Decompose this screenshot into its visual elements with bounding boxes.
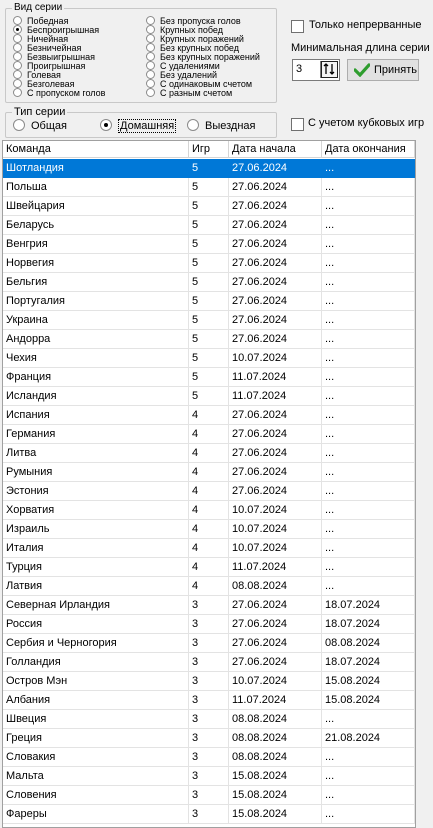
table-row[interactable] (3, 425, 415, 444)
games-cell[interactable]: 5 (189, 178, 229, 197)
end-date-cell[interactable]: ... (322, 786, 415, 805)
games-cell[interactable]: 3 (189, 710, 229, 729)
radio-label: Крупных поражений (160, 34, 244, 44)
radio-icon[interactable] (13, 25, 22, 34)
series-type-legend: Тип серии (14, 106, 66, 118)
table-row[interactable] (3, 178, 415, 197)
end-date-cell[interactable]: ... (322, 805, 415, 824)
table-row[interactable] (3, 311, 415, 330)
end-date-cell[interactable]: ... (322, 520, 415, 539)
end-date-cell[interactable]: 15.08.2024 (322, 672, 415, 691)
table-row[interactable] (3, 216, 415, 235)
games-cell[interactable]: 3 (189, 653, 229, 672)
end-date-cell[interactable]: ... (322, 539, 415, 558)
table-row[interactable] (3, 710, 415, 729)
series-type-option[interactable] (100, 120, 176, 132)
table-row[interactable] (3, 463, 415, 482)
games-cell[interactable]: 4 (189, 539, 229, 558)
start-date-cell[interactable]: 11.07.2024 (229, 691, 322, 710)
end-date-cell[interactable]: ... (322, 178, 415, 197)
start-date-cell[interactable]: 10.07.2024 (229, 520, 322, 539)
radio-icon[interactable] (13, 43, 22, 52)
series-table[interactable] (2, 140, 416, 828)
team-cell[interactable]: Шотландия (3, 159, 189, 178)
start-date-cell[interactable]: 27.06.2024 (229, 653, 322, 672)
table-row[interactable] (3, 539, 415, 558)
radio-icon[interactable] (146, 16, 155, 25)
only-continuous-checkbox[interactable] (291, 20, 304, 33)
accept-button[interactable] (347, 59, 419, 81)
team-cell[interactable]: Швейцария (3, 197, 189, 216)
team-cell[interactable]: Греция (3, 729, 189, 748)
games-cell[interactable]: 5 (189, 235, 229, 254)
radio-label: Без крупных поражений (160, 52, 260, 62)
games-cell[interactable]: 3 (189, 634, 229, 653)
team-cell[interactable]: Албания (3, 691, 189, 710)
team-cell[interactable]: Венгрия (3, 235, 189, 254)
only-continuous-label: Только непрерванные (309, 19, 422, 31)
team-cell[interactable]: Франция (3, 368, 189, 387)
team-cell[interactable]: Хорватия (3, 501, 189, 520)
radio-label: Ничейная (27, 34, 69, 44)
series-type-option[interactable] (13, 120, 67, 132)
radio-label: Общая (31, 120, 67, 132)
games-cell[interactable]: 5 (189, 197, 229, 216)
table-row[interactable] (3, 767, 415, 786)
radio-label: Выездная (205, 120, 256, 132)
start-date-cell[interactable]: 27.06.2024 (229, 254, 322, 273)
team-cell[interactable]: Литва (3, 444, 189, 463)
radio-label: Домашняя (120, 120, 175, 132)
team-cell[interactable]: Польша (3, 178, 189, 197)
check-icon (354, 63, 370, 80)
end-date-cell[interactable]: 18.07.2024 (322, 596, 415, 615)
end-date-cell[interactable]: ... (322, 197, 415, 216)
start-date-cell[interactable]: 10.07.2024 (229, 539, 322, 558)
games-cell[interactable]: 5 (189, 311, 229, 330)
end-date-cell[interactable]: 21.08.2024 (322, 729, 415, 748)
games-cell[interactable]: 4 (189, 501, 229, 520)
end-date-cell[interactable]: ... (322, 558, 415, 577)
end-date-cell[interactable]: ... (322, 216, 415, 235)
team-cell[interactable]: Германия (3, 425, 189, 444)
radio-label: Безголевая (27, 79, 75, 89)
table-row[interactable] (3, 368, 415, 387)
team-cell[interactable]: Россия (3, 615, 189, 634)
radio-icon[interactable] (146, 88, 155, 97)
games-cell[interactable]: 4 (189, 482, 229, 501)
team-cell[interactable]: Словения (3, 786, 189, 805)
table-row[interactable] (3, 254, 415, 273)
table-row[interactable] (3, 615, 415, 634)
radio-label: Крупных побед (160, 25, 223, 35)
start-date-cell[interactable]: 27.06.2024 (229, 634, 322, 653)
start-date-cell[interactable]: 27.06.2024 (229, 311, 322, 330)
end-date-cell[interactable]: ... (322, 159, 415, 178)
column-header-team[interactable]: Команда (3, 141, 189, 158)
min-length-label: Минимальная длина серии (291, 42, 430, 54)
table-row[interactable] (3, 501, 415, 520)
team-cell[interactable]: Италия (3, 539, 189, 558)
end-date-cell[interactable]: ... (322, 254, 415, 273)
start-date-cell[interactable]: 27.06.2024 (229, 273, 322, 292)
games-cell[interactable]: 5 (189, 368, 229, 387)
table-row[interactable] (3, 387, 415, 406)
radio-icon[interactable] (13, 79, 22, 88)
games-cell[interactable]: 3 (189, 672, 229, 691)
radio-label: Безвыигрышная (27, 52, 95, 62)
end-date-cell[interactable]: ... (322, 577, 415, 596)
radio-icon[interactable] (100, 119, 112, 131)
table-row[interactable] (3, 406, 415, 425)
radio-icon[interactable] (13, 16, 22, 25)
end-date-cell[interactable]: ... (322, 444, 415, 463)
end-date-cell[interactable]: ... (322, 767, 415, 786)
games-cell[interactable]: 5 (189, 292, 229, 311)
table-row[interactable] (3, 444, 415, 463)
games-cell[interactable]: 4 (189, 425, 229, 444)
table-row[interactable] (3, 292, 415, 311)
radio-icon[interactable] (146, 34, 155, 43)
start-date-cell[interactable]: 15.08.2024 (229, 786, 322, 805)
end-date-cell[interactable]: 08.08.2024 (322, 634, 415, 653)
with-cups-label: С учетом кубковых игр (308, 117, 425, 129)
team-cell[interactable]: Румыния (3, 463, 189, 482)
table-row[interactable] (3, 349, 415, 368)
radio-label: Безничейная (27, 43, 82, 53)
start-date-cell[interactable]: 27.06.2024 (229, 330, 322, 349)
start-date-cell[interactable]: 27.06.2024 (229, 425, 322, 444)
min-length-spinner[interactable] (292, 59, 340, 81)
games-cell[interactable]: 4 (189, 463, 229, 482)
start-date-cell[interactable]: 11.07.2024 (229, 558, 322, 577)
radio-icon[interactable] (13, 34, 22, 43)
radio-label: Без крупных побед (160, 43, 239, 53)
radio-icon[interactable] (13, 52, 22, 61)
series-kind-option[interactable] (13, 88, 105, 98)
end-date-cell[interactable]: ... (322, 710, 415, 729)
team-cell[interactable]: Чехия (3, 349, 189, 368)
end-date-cell[interactable]: ... (322, 273, 415, 292)
team-cell[interactable]: Швеция (3, 710, 189, 729)
start-date-cell[interactable]: 15.08.2024 (229, 805, 322, 824)
spinner-arrows-icon[interactable] (320, 61, 338, 78)
start-date-cell[interactable]: 27.06.2024 (229, 197, 322, 216)
start-date-cell[interactable]: 27.06.2024 (229, 406, 322, 425)
start-date-cell[interactable]: 27.06.2024 (229, 235, 322, 254)
end-date-cell[interactable]: 18.07.2024 (322, 615, 415, 634)
games-cell[interactable]: 3 (189, 691, 229, 710)
table-row[interactable] (3, 558, 415, 577)
table-row[interactable] (3, 159, 415, 178)
start-date-cell[interactable]: 15.08.2024 (229, 767, 322, 786)
start-date-cell[interactable]: 27.06.2024 (229, 444, 322, 463)
radio-icon[interactable] (13, 88, 22, 97)
games-cell[interactable]: 4 (189, 444, 229, 463)
table-row[interactable] (3, 330, 415, 349)
end-date-cell[interactable]: ... (322, 748, 415, 767)
start-date-cell[interactable]: 27.06.2024 (229, 482, 322, 501)
table-row[interactable] (3, 748, 415, 767)
games-cell[interactable]: 3 (189, 805, 229, 824)
table-row[interactable] (3, 235, 415, 254)
start-date-cell[interactable]: 10.07.2024 (229, 672, 322, 691)
games-cell[interactable]: 5 (189, 273, 229, 292)
radio-label: Без удалений (160, 70, 218, 80)
table-row[interactable] (3, 786, 415, 805)
start-date-cell[interactable]: 08.08.2024 (229, 710, 322, 729)
team-cell[interactable]: Украина (3, 311, 189, 330)
start-date-cell[interactable]: 11.07.2024 (229, 387, 322, 406)
end-date-cell[interactable]: ... (322, 349, 415, 368)
table-header (3, 141, 415, 159)
radio-icon[interactable] (146, 43, 155, 52)
games-cell[interactable]: 3 (189, 596, 229, 615)
column-header-end-date[interactable]: Дата окончания (322, 141, 415, 158)
table-row[interactable] (3, 197, 415, 216)
games-cell[interactable]: 5 (189, 330, 229, 349)
team-cell[interactable]: Португалия (3, 292, 189, 311)
end-date-cell[interactable]: ... (322, 311, 415, 330)
team-cell[interactable]: Эстония (3, 482, 189, 501)
start-date-cell[interactable]: 10.07.2024 (229, 501, 322, 520)
end-date-cell[interactable]: ... (322, 425, 415, 444)
games-cell[interactable]: 5 (189, 254, 229, 273)
table-row[interactable] (3, 653, 415, 672)
table-row[interactable] (3, 634, 415, 653)
radio-icon[interactable] (187, 119, 199, 131)
games-cell[interactable]: 4 (189, 520, 229, 539)
end-date-cell[interactable]: ... (322, 387, 415, 406)
table-row[interactable] (3, 596, 415, 615)
team-cell[interactable]: Бельгия (3, 273, 189, 292)
end-date-cell[interactable]: ... (322, 501, 415, 520)
radio-label: С одинаковым счетом (160, 79, 253, 89)
team-cell[interactable]: Остров Мэн (3, 672, 189, 691)
table-row[interactable] (3, 482, 415, 501)
games-cell[interactable]: 5 (189, 387, 229, 406)
games-cell[interactable]: 4 (189, 577, 229, 596)
games-cell[interactable]: 5 (189, 349, 229, 368)
end-date-cell[interactable]: ... (322, 292, 415, 311)
team-cell[interactable]: Норвегия (3, 254, 189, 273)
games-cell[interactable]: 3 (189, 729, 229, 748)
table-row[interactable] (3, 520, 415, 539)
radio-label: С пропуском голов (27, 88, 106, 98)
team-cell[interactable]: Испания (3, 406, 189, 425)
games-cell[interactable]: 3 (189, 767, 229, 786)
start-date-cell[interactable]: 08.08.2024 (229, 577, 322, 596)
start-date-cell[interactable]: 10.07.2024 (229, 349, 322, 368)
radio-icon[interactable] (146, 70, 155, 79)
radio-icon[interactable] (146, 79, 155, 88)
games-cell[interactable]: 4 (189, 558, 229, 577)
accept-button-label: Принять (374, 64, 417, 76)
team-cell[interactable]: Латвия (3, 577, 189, 596)
games-cell[interactable]: 5 (189, 216, 229, 235)
radio-label: Победная (27, 16, 69, 26)
start-date-cell[interactable]: 27.06.2024 (229, 463, 322, 482)
team-cell[interactable]: Сербия и Черногория (3, 634, 189, 653)
start-date-cell[interactable]: 27.06.2024 (229, 178, 322, 197)
end-date-cell[interactable]: ... (322, 330, 415, 349)
team-cell[interactable]: Голландия (3, 653, 189, 672)
end-date-cell[interactable]: ... (322, 235, 415, 254)
radio-icon[interactable] (146, 61, 155, 70)
radio-label: Без пропуска голов (160, 16, 241, 26)
games-cell[interactable]: 5 (189, 159, 229, 178)
start-date-cell[interactable]: 27.06.2024 (229, 216, 322, 235)
radio-label: С удалениями (160, 61, 220, 71)
radio-icon[interactable] (13, 61, 22, 70)
team-cell[interactable]: Мальта (3, 767, 189, 786)
table-row[interactable] (3, 672, 415, 691)
start-date-cell[interactable]: 08.08.2024 (229, 748, 322, 767)
games-cell[interactable]: 3 (189, 786, 229, 805)
games-cell[interactable]: 3 (189, 615, 229, 634)
end-date-cell[interactable]: 18.07.2024 (322, 653, 415, 672)
series-kind-legend: Вид серии (14, 2, 63, 13)
games-cell[interactable]: 4 (189, 406, 229, 425)
radio-label: С разным счетом (160, 88, 233, 98)
end-date-cell[interactable]: ... (322, 368, 415, 387)
start-date-cell[interactable]: 27.06.2024 (229, 615, 322, 634)
start-date-cell[interactable]: 27.06.2024 (229, 292, 322, 311)
games-cell[interactable]: 3 (189, 748, 229, 767)
column-header-start-date[interactable]: Дата начала (229, 141, 322, 158)
team-cell[interactable]: Словакия (3, 748, 189, 767)
series-type-option[interactable] (187, 120, 256, 132)
with-cups-checkbox[interactable] (291, 118, 304, 131)
start-date-cell[interactable]: 27.06.2024 (229, 159, 322, 178)
radio-icon[interactable] (13, 70, 22, 79)
min-length-value[interactable]: 3 (296, 63, 303, 75)
team-cell[interactable]: Северная Ирландия (3, 596, 189, 615)
radio-label: Голевая (27, 70, 61, 80)
team-cell[interactable]: Исландия (3, 387, 189, 406)
end-date-cell[interactable]: ... (322, 463, 415, 482)
table-row[interactable] (3, 691, 415, 710)
series-kind-option[interactable] (146, 88, 232, 98)
end-date-cell[interactable]: 15.08.2024 (322, 691, 415, 710)
team-cell[interactable]: Турция (3, 558, 189, 577)
team-cell[interactable]: Андорра (3, 330, 189, 349)
table-row[interactable] (3, 577, 415, 596)
radio-label: Беспроигрышная (27, 25, 100, 35)
radio-icon[interactable] (13, 119, 25, 131)
end-date-cell[interactable]: ... (322, 406, 415, 425)
start-date-cell[interactable]: 11.07.2024 (229, 368, 322, 387)
start-date-cell[interactable]: 08.08.2024 (229, 729, 322, 748)
table-row[interactable] (3, 273, 415, 292)
start-date-cell[interactable]: 27.06.2024 (229, 596, 322, 615)
radio-label: Проигрышная (27, 61, 86, 71)
team-cell[interactable]: Беларусь (3, 216, 189, 235)
column-header-games[interactable]: Игр (189, 141, 229, 158)
radio-icon[interactable] (146, 25, 155, 34)
team-cell[interactable]: Фареры (3, 805, 189, 824)
radio-icon[interactable] (146, 52, 155, 61)
table-row[interactable] (3, 729, 415, 748)
table-row[interactable] (3, 805, 415, 824)
end-date-cell[interactable]: ... (322, 482, 415, 501)
team-cell[interactable]: Израиль (3, 520, 189, 539)
